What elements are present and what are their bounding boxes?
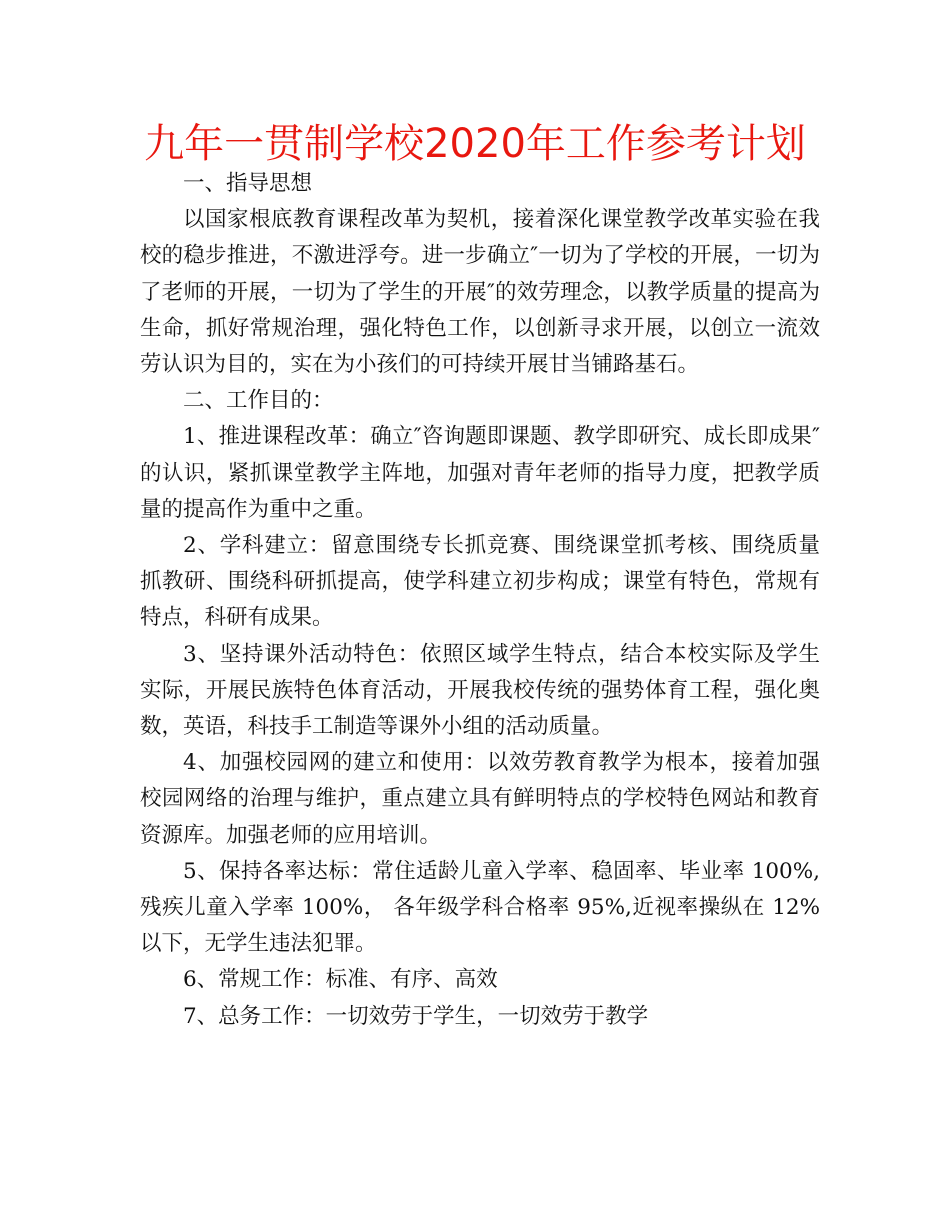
- section-heading-work-goals: 二、工作目的：: [183, 388, 334, 414]
- goal-item-3: 3、坚持课外活动特色：依照区域学生特点，结合本校实际及学生实际，开展民族特色体育活动，开展我校传统的强势体育工程，强化奥数，英语，科技手工制造等课外小组的活动质量。: [140, 641, 820, 740]
- goal-item-4: 4、加强校园网的建立和使用：以效劳教育教学为根本，接着加强校园网络的治理与维护，重点建立具有鲜明特点的学校特色网站和教育资源库。加强老师的应用培训。: [140, 750, 820, 848]
- goal-item-7: 7、总务工作：一切效劳于学生，一切效劳于教学: [183, 1003, 649, 1029]
- section-heading-guiding-ideology: 一、指导思想: [183, 171, 313, 196]
- goal-item-1: 1、推进课程改革：确立″咨询题即课题、教学即研究、成长即成果″的认识，紧抓课堂教学主阵地，加强对青年老师的指导力度，把教学质量的提高作为重中之重。: [140, 424, 820, 522]
- paragraph-guiding-ideology: 以国家根底教育课程改革为契机，接着深化课堂教学改革实验在我校的稳步推进，不激进浮夸。进一步确立″一切为了学校的开展，一切为了老师的开展，一切为了学生的开展″的效劳理念，以教学质量的提高为生命，抓好常规治理，强化特色工作，以创新寻求开展，以创立一流效劳认识为目的，实在为小孩们的可持续开展甘当铺路基石。: [140, 207, 820, 378]
- document-body: [140, 166, 820, 1035]
- goal-item-6: 6、常规工作：标准、有序、高效: [183, 967, 498, 993]
- goal-item-5: 5、保持各率达标：常住适龄儿童入学率、稳固率、毕业率 100%,残疾儿童入学率 100%， 各年级学科合格率 95%,近视率操纵在 12%以下，无学生违法犯罪。: [140, 858, 820, 957]
- goal-item-2: 2、学科建立：留意围绕专长抓竞赛、围绕课堂抓考核、围绕质量抓教研、围绕科研抓提高，使学科建立初步构成；课堂有特色，常规有特点，科研有成果。: [140, 533, 820, 631]
- document-title: 九年一贯制学校2020年工作参考计划: [144, 121, 806, 167]
